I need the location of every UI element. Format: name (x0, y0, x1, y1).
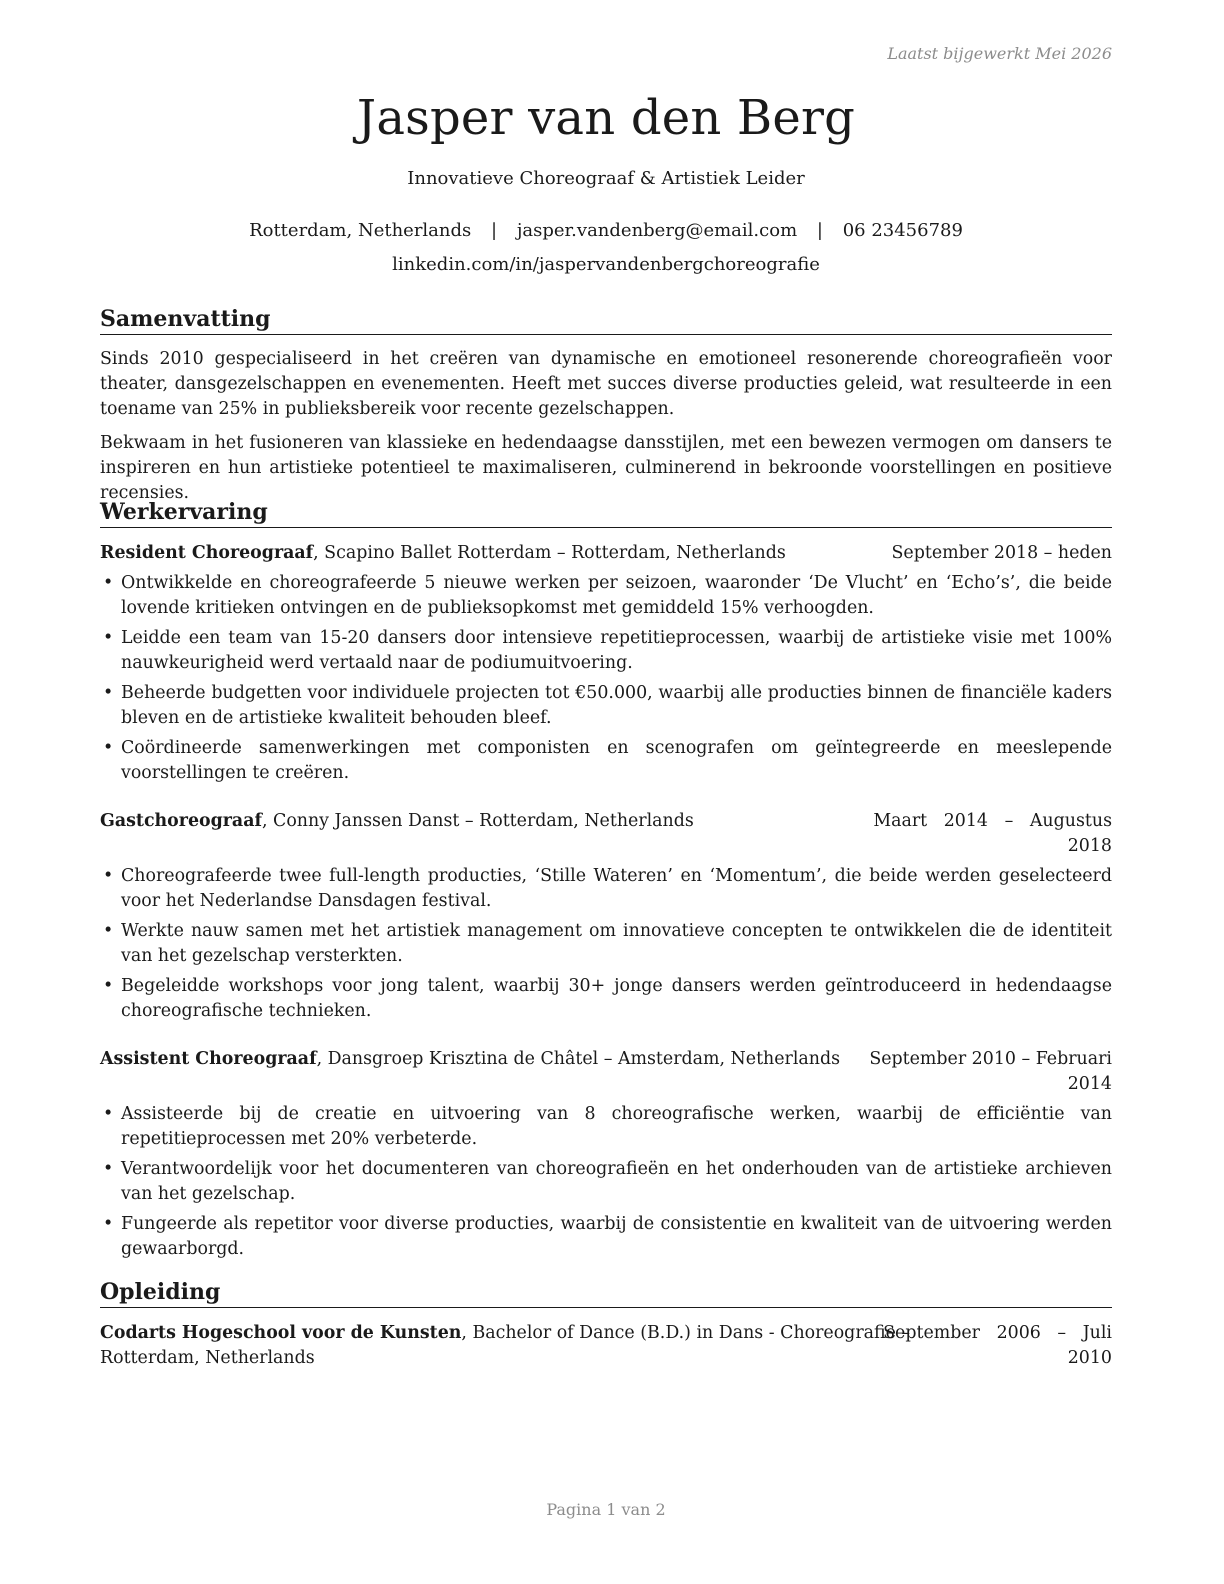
job-title-line (100, 541, 786, 566)
contact-location: Rotterdam, Netherlands (249, 220, 472, 241)
list-item: • Begeleidde workshops voor jong talent, waarbij 30+ jonge dansers werden geïntroduceerd in hedendaagse choreografische technieken. (103, 976, 1112, 1021)
contact-separator: | (491, 220, 498, 241)
list-item: • Choreografeerde twee full-length producties, ‘Stille Wateren’ en ‘Momentum’, die beide werden geselecteerd voor het Nederlandse Dansdagen festival. (103, 866, 1112, 911)
section-title-summary: Samenvatting (100, 305, 1112, 335)
education-title-line (100, 1321, 910, 1346)
job-organization: , Scapino Ballet Rotterdam – Rotterdam, Netherlands (313, 543, 786, 563)
job-dates: Maart 2014 – Augustus 2018 (873, 811, 1112, 856)
page-number: Pagina 1 van 2 (546, 1500, 666, 1519)
contact-linkedin[interactable]: linkedin.com/in/jaspervandenbergchoreografie (392, 254, 820, 275)
job-bullets (100, 1102, 1112, 1267)
list-item: • Verantwoordelijk voor het documenteren van choreografieën en het onderhouden van de artistieke archieven van het gezelschap. (103, 1159, 1112, 1204)
education-location: Rotterdam, Netherlands (100, 1348, 315, 1368)
job-role: Gastchoreograaf (100, 811, 262, 831)
section-title-experience: Werkervaring (100, 498, 1112, 528)
list-item: • Coördineerde samenwerkingen met componisten en scenografen om geïntegreerde en meeslepende voorstellingen te creëren. (103, 738, 1112, 783)
job-header (100, 809, 1112, 859)
contact-line (100, 219, 1112, 243)
contact-separator: | (816, 220, 823, 241)
summary-paragraph: Bekwaam in het fusioneren van klassieke en hedendaagse dansstijlen, met een bewezen vermogen om dansers te inspireren en hun artistieke potentieel te maximaliseren, culminerend in bekroonde voorstellingen en positieve recensies. (100, 433, 1112, 503)
list-item: • Leidde een team van 15-20 dansers door intensieve repetitieprocessen, waarbij de artistieke visie met 100% nauwkeurigheid werd vertaald naar de podiumuitvoering. (103, 628, 1112, 673)
job-role: Resident Choreograaf (100, 543, 314, 563)
contact-email[interactable]: jasper.vandenberg@email.com (516, 220, 798, 241)
list-item: • Beheerde budgetten voor individuele projecten tot €50.000, waarbij alle producties binnen de financiële kaders bleven en de artistieke kwaliteit behouden bleef. (103, 683, 1112, 728)
job-role: Assistent Choreograaf (100, 1049, 317, 1069)
last-updated-note: Laatst bijgewerkt Mei 2026 (887, 44, 1112, 63)
job-dates: September 2010 – Februari 2014 (869, 1049, 1112, 1094)
candidate-name: Jasper van den Berg (356, 90, 856, 146)
section-title-education: Opleiding (100, 1278, 1112, 1308)
list-item: • Assisteerde bij de creatie en uitvoering van 8 choreografische werken, waarbij de efficiëntie van repetitieprocessen met 20% verbeterde. (103, 1104, 1112, 1149)
job-organization: , Conny Janssen Danst – Rotterdam, Netherlands (261, 811, 694, 831)
job-organization: , Dansgroep Krisztina de Châtel – Amsterdam, Netherlands (316, 1049, 841, 1069)
list-item: • Werkte nauw samen met het artistiek management om innovatieve concepten te ontwikkelen die de identiteit van het gezelschap versterkten. (103, 921, 1112, 966)
education-school: Codarts Hogeschool voor de Kunsten (100, 1323, 462, 1343)
list-item: • Ontwikkelde en choreografeerde 5 nieuwe werken per seizoen, waaronder ‘De Vlucht’ en ‘Echo’s’, die beide lovende kritieken ontvingen en de publieksopkomst met gemiddeld 15% verhoogden. (103, 573, 1112, 618)
job-title-line (100, 809, 694, 834)
job-dates: September 2018 – heden (891, 543, 1112, 563)
job-bullets (100, 571, 1112, 791)
candidate-subtitle: Innovatieve Choreograaf & Artistiek Leider (407, 168, 805, 189)
education-entry (100, 1321, 1112, 1371)
education-dates: September 2006 – Juli 2010 (883, 1323, 1112, 1368)
job-header (100, 541, 1112, 566)
job-title-line (100, 1047, 840, 1072)
summary-paragraph: Sinds 2010 gespecialiseerd in het creëren van dynamische en emotioneel resonerende choreografieën voor theater, dansgezelschappen en evenementen. Heeft met succes diverse producties geleid, wat resulteerde in een toename van 25% in publieksbereik voor recente gezelschappen. (100, 349, 1112, 419)
resume-page (100, 0, 1112, 1584)
contact-phone: 06 23456789 (842, 220, 963, 241)
job-bullets (100, 864, 1112, 1029)
job-header (100, 1047, 1112, 1097)
list-item: • Fungeerde als repetitor voor diverse producties, waarbij de consistentie en kwaliteit van de uitvoering werden gewaarborgd. (103, 1214, 1112, 1259)
education-degree: , Bachelor of Dance (B.D.) in Dans - Choreografie – (461, 1323, 911, 1343)
